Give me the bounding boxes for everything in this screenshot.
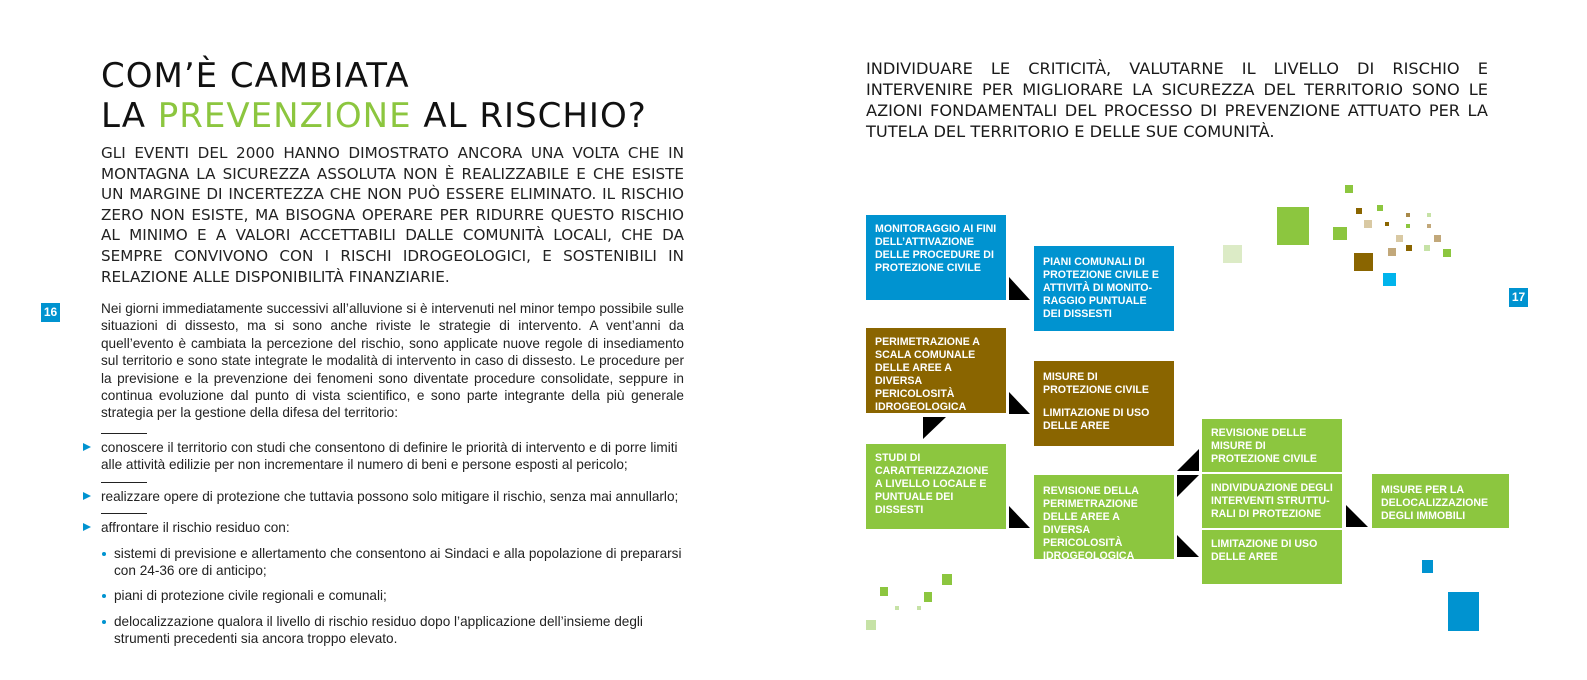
decorative-square	[1434, 235, 1441, 242]
decorative-square	[1356, 208, 1362, 214]
decorative-square	[1388, 248, 1396, 256]
decorative-square	[1424, 245, 1430, 251]
decorative-square	[1333, 227, 1347, 240]
decorative-square	[1223, 245, 1242, 263]
decorative-square	[1443, 249, 1451, 257]
decorative-square	[942, 574, 952, 585]
arrow-icon	[1177, 475, 1199, 497]
title-line-1: COM’È CAMBIATA	[101, 56, 410, 96]
decorative-square	[1364, 220, 1372, 228]
title-suffix: AL RISCHIO?	[411, 96, 647, 136]
arrow-icon	[1009, 277, 1030, 300]
arrow-icon	[923, 417, 946, 439]
decorative-square	[1385, 222, 1389, 226]
page-number-right: 17	[1509, 288, 1528, 307]
sub-bullet-text: delocalizzazione qualora il livello di rischio residuo dopo l’applicazione dell’insieme degli strumenti precedenti sia ancora troppo elevato.	[114, 613, 643, 647]
decorative-square	[1448, 592, 1479, 631]
box-monitoraggio: MONITORAGGIO AI FINI DELL’ATTIVAZIONE DELLE PROCEDURE DI PROTEZIONE CIVILE	[866, 215, 1006, 300]
box-limitazione: LIMITAZIONE DI USO DELLE AREE	[1202, 530, 1342, 584]
box-studi: STUDI DI CARATTERIZZAZIONE A LIVELLO LOCALE E PUNTUALE DEI DISSESTI	[866, 444, 1006, 529]
box-revisione-perimetrazione: REVISIONE DELLA PERIMETRAZIONE DELLE AREE A DIVERSA PERICOLOSITÀ IDROGEOLOGICA	[1034, 475, 1174, 559]
decorative-square	[1396, 235, 1403, 242]
decorative-square	[1427, 224, 1431, 228]
arrow-icon	[1177, 535, 1199, 557]
sub-bullet-text: piani di protezione civile regionali e comunali;	[114, 588, 387, 604]
decorative-square	[1422, 560, 1433, 573]
box-individuazione: INDIVIDUAZIONE DEGLI INTERVENTI STRUTTU-RALI DI PROTEZIONE	[1202, 474, 1342, 528]
box-perimetrazione: PERIMETRAZIONE A SCALA COMUNALE DELLE AREE A DIVERSA PERICOLOSITÀ IDROGEOLOGICA	[866, 328, 1006, 413]
arrow-icon	[1346, 505, 1368, 527]
body-paragraph: Nei giorni immediatamente successivi all’alluvione si è intervenuti nel minor tempo possibile sulle situazioni di dissesto, ma si sono anche riviste le strategie di intervento. A vent’anni da quell’evento è cambiata la percezione del rischio, sono applicate nuove regole di insediamento sul territorio e sono state integrate le modalità di intervento in caso di dissesto. Le procedure per la previsione e la prevenzione dei fenomeni sono diventate procedure consolidate, seppure in continua evoluzione dal punto di vista scientifico, e sono parte integrante della più generale strategia per la gestione della difesa del territorio:	[101, 301, 684, 421]
decorative-square	[1383, 273, 1396, 286]
arrow-icon	[1009, 392, 1030, 414]
decorative-square	[895, 606, 899, 610]
arrow-icon	[1009, 506, 1030, 528]
decorative-square	[880, 587, 888, 596]
decorative-square	[924, 592, 932, 602]
decorative-square	[1406, 213, 1410, 217]
intro-paragraph: INDIVIDUARE LE CRITICITÀ, VALUTARNE IL LIVELLO DI RISCHIO E INTERVENIRE PER MIGLIORARE LA SICUREZZA DEL TERRITORIO SONO LE AZIONI FONDAMENTALI DEL PROCESSO DI PREVENZIONE ATTUATO PER LA TUTELA DEL TERRITORIO E DELLE SUE COMUNITÀ.	[866, 59, 1488, 141]
decorative-square	[1427, 213, 1431, 217]
bullet-text: conoscere il territorio con studi che consentono di definire le priorità di intervento e di porre limiti alle attività edilizie per non incrementare il numero di beni e persone esposti al pericolo;	[101, 440, 678, 473]
decorative-square	[1377, 205, 1383, 211]
sub-bullet-text: sistemi di previsione e allertamento che consentono ai Sindaci e alla popolazione di prepararsi con 24-36 ore di anticipo;	[114, 545, 682, 579]
title-prefix: LA	[101, 96, 158, 136]
misure-line-2: LIMITAZIONE DI USO DELLE AREE	[1043, 407, 1150, 432]
bullet-text: affrontare il rischio residuo con:	[101, 520, 290, 536]
decorative-square	[1406, 224, 1410, 228]
box-revisione-misure: REVISIONE DELLE MISURE DI PROTEZIONE CIVILE	[1202, 419, 1342, 472]
lead-paragraph: GLI EVENTI DEL 2000 HANNO DIMOSTRATO ANCORA UNA VOLTA CHE IN MONTAGNA LA SICUREZZA ASSOLUTA NON È REALIZZABILE E CHE ESISTE UN MARGINE DI INCERTEZZA CHE NON PUÒ ESSERE ELIMINATO. IL RISCHIO ZERO NON ESISTE, MA BISOGNA OPERARE PER RIDURRE QUESTO RISCHIO AL MINIMO E A VALORI ACCETTABILI DALLE COMUNITÀ LOCALI, CHE DA SEMPRE CONVIVONO CON I RISCHI IDROGEOLOGICI, E SOSTENIBILI IN RELAZIONE ALLE DISPONIBILITÀ FINANZIARIE.	[101, 144, 684, 286]
page-number-left: 16	[41, 303, 60, 322]
decorative-square	[917, 606, 921, 610]
decorative-square	[866, 620, 876, 630]
title-highlight: PREVENZIONE	[157, 96, 412, 136]
decorative-square	[1406, 245, 1412, 251]
misure-line-1: MISURE DI PROTEZIONE CIVILE	[1043, 371, 1149, 396]
bullet-text: realizzare opere di protezione che tuttavia possono solo mitigare il rischio, senza mai annullarlo;	[101, 488, 679, 504]
decorative-square	[1354, 253, 1373, 271]
arrow-icon	[1177, 449, 1199, 471]
box-piani-comunali: PIANI COMUNALI DI PROTEZIONE CIVILE E ATTIVITÀ DI MONITO-RAGGIO PUNTUALE DEI DISSESTI	[1034, 246, 1174, 331]
box-delocalizzazione: MISURE PER LA DELOCALIZZAZIONE DEGLI IMMOBILI	[1372, 474, 1509, 528]
decorative-square	[1345, 185, 1353, 193]
decorative-square	[1277, 207, 1309, 245]
